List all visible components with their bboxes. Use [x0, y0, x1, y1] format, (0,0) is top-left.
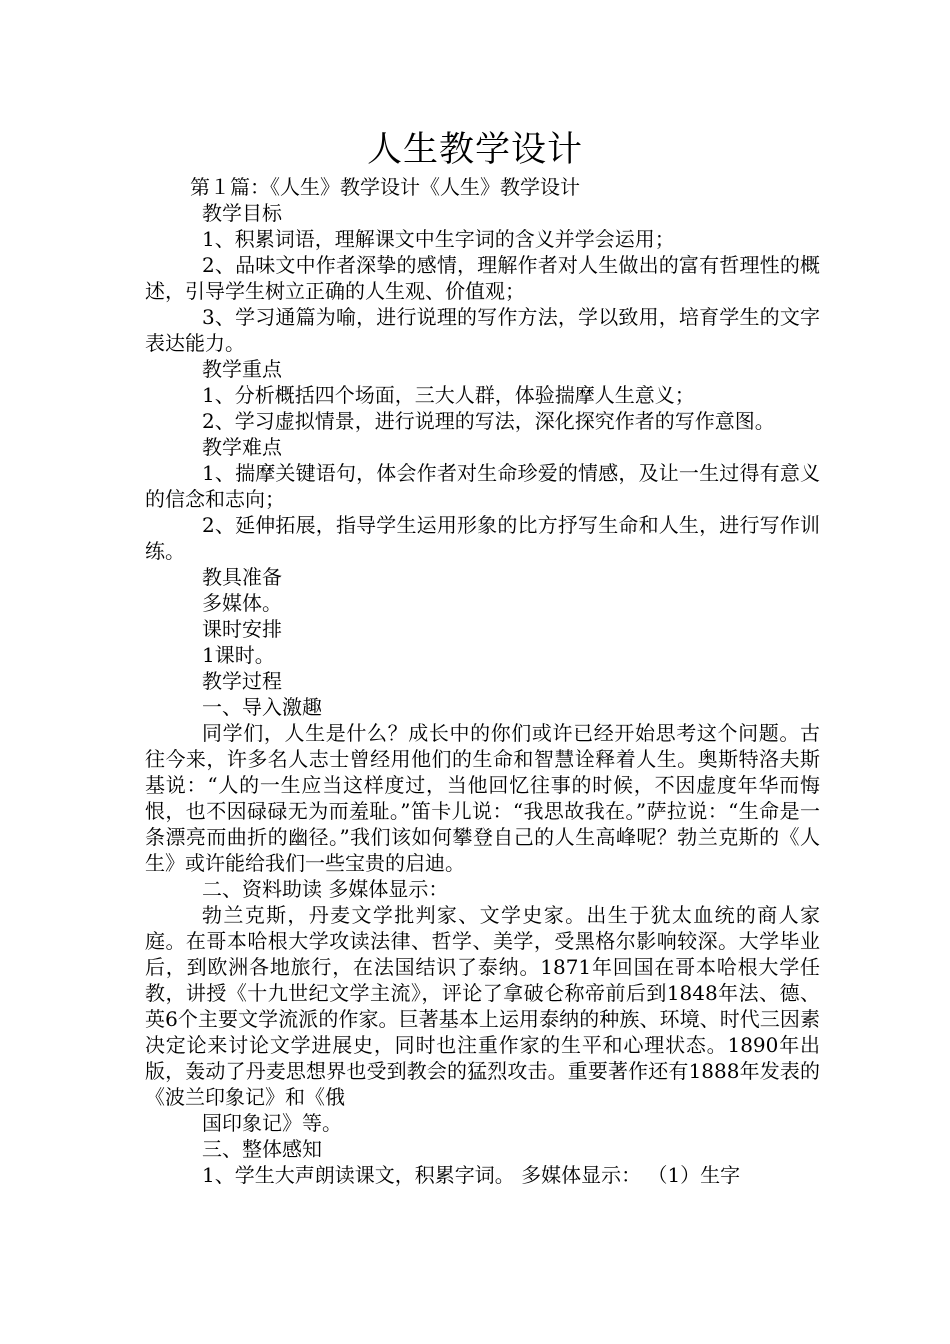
document-title: 人生教学设计 [366, 130, 583, 170]
paragraph: 勃兰克斯，丹麦文学批判家、文学史家。出生于犹太血统的商人家庭。在哥本哈根大学攻读法律、哲学、美学，受黑格尔影响较深。大学毕业后，到欧洲各地旅行，在法国结识了泰纳。1871年回国在哥本哈根大学任教，讲授《十九世纪文学主流》，评论了拿破仑称帝前后到1848年法、德、英6个主要文学流派的作家。巨著基本上运用泰纳的种族、环境、时代三因素决定论来讨论文学进展史，同时也注重作家的生平和心理状态。1890年出版，轰动了丹麦思想界也受到教会的猛烈攻击。重要著作还有1888年发表的《波兰印象记》和《俄 [145, 903, 820, 1109]
document-subtitle: 第１篇：《人生》教学设计《人生》教学设计 [190, 175, 580, 199]
section-heading: 教学重点 [202, 357, 282, 381]
paragraph: 国印象记》等。 [202, 1111, 342, 1135]
section-heading: 教具准备 [202, 565, 282, 589]
section-heading: 教学目标 [202, 201, 282, 225]
section-heading: 教学难点 [202, 435, 282, 459]
paragraph: 2、品味文中作者深挚的感情，理解作者对人生做出的富有哲理性的概述，引导学生树立正确的人生观、价值观； [145, 253, 820, 303]
paragraph: 2、学习虚拟情景，进行说理的写法，深化探究作者的写作意图。 [202, 409, 775, 433]
paragraph: 1、学生大声朗读课文，积累字词。 多媒体显示： （1）生字 [202, 1163, 741, 1187]
subsection-heading: 二、资料助读 多媒体显示： [202, 877, 449, 901]
paragraph: 2、延伸拓展，指导学生运用形象的比方抒写生命和人生，进行写作训练。 [145, 513, 820, 563]
paragraph: 1、揣摩关键语句，体会作者对生命珍爱的情感，及让一生过得有意义的信念和志向； [145, 461, 820, 511]
paragraph: 1、积累词语，理解课文中生字词的含义并学会运用； [202, 227, 675, 251]
section-heading: 教学过程 [202, 669, 282, 693]
document-body [145, 200, 820, 1188]
subsection-heading: 三、整体感知 [202, 1137, 322, 1161]
section-heading: 课时安排 [202, 617, 282, 641]
paragraph: 1课时。 [202, 643, 275, 667]
paragraph: 1、分析概括四个场面，三大人群，体验揣摩人生意义； [202, 383, 695, 407]
paragraph: 多媒体。 [202, 591, 282, 615]
paragraph: 同学们，人生是什么？成长中的你们或许已经开始思考这个问题。古往今来，许多名人志士曾经用他们的生命和智慧诠释着人生。奥斯特洛夫斯基说：“人的一生应当这样度过，当他回忆往事的时候，不因虚度年华而悔恨，也不因碌碌无为而羞耻。”笛卡儿说：“我思故我在。”萨拉说：“生命是一条漂亮而曲折的幽径。”我们该如何攀登自己的人生高峰呢？勃兰克斯的《人生》或许能给我们一些宝贵的启迪。 [145, 721, 820, 875]
subsection-heading: 一、导入激趣 [202, 695, 322, 719]
paragraph: 3、学习通篇为喻，进行说理的写作方法，学以致用，培育学生的文字表达能力。 [145, 305, 820, 355]
